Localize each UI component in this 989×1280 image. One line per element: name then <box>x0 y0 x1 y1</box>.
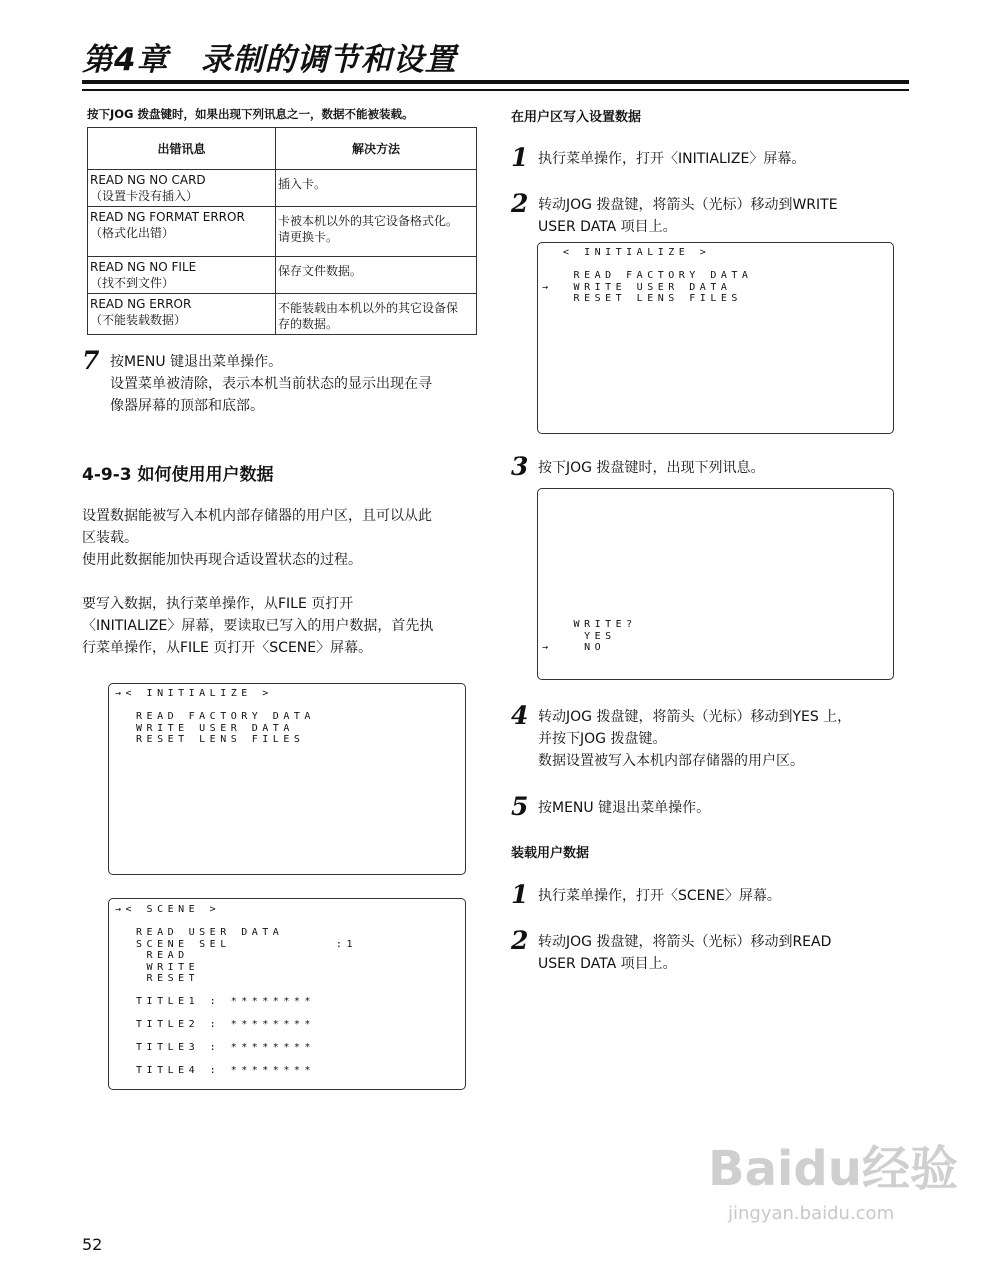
table-header: 解决方法 <box>276 128 477 170</box>
table-row <box>88 207 477 257</box>
table-header-row <box>88 128 477 170</box>
step-number: 2 <box>511 926 529 955</box>
step-text: 转动JOG 拨盘键，将箭头（光标）移动到YES 上， 并按下JOG 拨盘键。 数据设置被写入本机内部存储器的用户区。 <box>538 709 852 769</box>
chapter-title: 第4章 录制的调节和设置 <box>82 42 457 78</box>
solution-cell: 插入卡。 <box>276 170 477 207</box>
step-number: 7 <box>82 346 100 375</box>
solution-cell: 卡被本机以外的其它设备格式化。 请更换卡。 <box>276 207 477 257</box>
baidu-watermark-logo: Baidu经验 <box>708 1141 958 1197</box>
step-number: 4 <box>511 701 529 730</box>
page-number: 52 <box>82 1235 103 1254</box>
error-message: READ NG FORMAT ERROR <box>90 210 245 224</box>
screen-text: →< INITIALIZE > READ FACTORY DATA WRITE USER DATA RESET LENS FILES <box>115 688 315 745</box>
baidu-watermark-url: jingyan.baidu.com <box>728 1203 895 1224</box>
table-row <box>88 170 477 207</box>
write-confirm-screen <box>537 488 894 680</box>
title-rule-thin <box>82 89 909 91</box>
subheading-load: 装载用户数据 <box>511 846 590 861</box>
error-message: READ NG ERROR <box>90 297 192 311</box>
error-message-cell <box>88 257 276 294</box>
screen-text: WRITE? YES → NO <box>542 619 637 653</box>
step-number: 1 <box>511 143 529 172</box>
error-message-cell <box>88 170 276 207</box>
step-text: 转动JOG 拨盘键，将箭头（光标）移动到WRITE USER DATA 项目上。 <box>538 197 838 235</box>
solution-cell: 保存文件数据。 <box>276 257 477 294</box>
error-message-cell <box>88 207 276 257</box>
error-message-note: （设置卡没有插入） <box>90 189 199 203</box>
error-message-note: （格式化出错） <box>90 226 175 240</box>
step-text: 按MENU 键退出菜单操作。 <box>538 800 711 816</box>
error-message: READ NG NO CARD <box>90 173 206 187</box>
screen-text: →< SCENE > READ USER DATA SCENE SEL :1 READ WRITE RESET TITLE1 : ******** TITLE2 : ******** TITLE3 : ******** TITLE4 : ******** <box>115 904 357 1076</box>
initialize-screen-right <box>537 242 894 434</box>
step-number: 3 <box>511 452 529 481</box>
title-rule-thick <box>82 80 909 84</box>
table-row <box>88 294 477 335</box>
error-message-note: （找不到文件） <box>90 276 175 290</box>
step-number: 5 <box>511 792 529 821</box>
error-table <box>87 127 477 335</box>
error-message-note: （不能装载数据） <box>90 313 187 327</box>
initialize-screen-left <box>108 683 466 875</box>
table-header: 出错讯息 <box>88 128 276 170</box>
error-message-cell <box>88 294 276 335</box>
subheading-write: 在用户区写入设置数据 <box>511 110 642 125</box>
step-text: 执行菜单操作，打开〈SCENE〉屏幕。 <box>538 888 781 904</box>
lead-text: 按下JOG 拨盘键时，如果出现下列讯息之一，数据不能被装载。 <box>87 107 414 121</box>
step-text: 执行菜单操作，打开〈INITIALIZE〉屏幕。 <box>538 151 806 167</box>
section-heading: 4-9-3 如何使用用户数据 <box>82 465 274 485</box>
step-text: 按MENU 键退出菜单操作。 设置菜单被清除，表示本机当前状态的显示出现在寻 像器屏幕的顶部和底部。 <box>110 354 432 414</box>
step-text: 转动JOG 拨盘键，将箭头（光标）移动到READ USER DATA 项目上。 <box>538 934 832 972</box>
solution-cell: 不能装载由本机以外的其它设备保 存的数据。 <box>276 294 477 335</box>
error-message: READ NG NO FILE <box>90 260 197 274</box>
scene-screen <box>108 898 466 1090</box>
screen-text: < INITIALIZE > READ FACTORY DATA → WRITE USER DATA RESET LENS FILES <box>542 247 753 304</box>
step-text: 按下JOG 拨盘键时，出现下列讯息。 <box>538 460 765 476</box>
table-row <box>88 257 477 294</box>
paragraph: 要写入数据，执行菜单操作，从FILE 页打开 〈INITIALIZE〉屏幕，要读取已写入的用户数据，首先执 行菜单操作，从FILE 页打开〈SCENE〉屏幕。 <box>82 596 434 656</box>
step-number: 1 <box>511 880 529 909</box>
paragraph: 设置数据能被写入本机内部存储器的用户区，且可以从此 区装载。 使用此数据能加快再现合适设置状态的过程。 <box>82 508 432 568</box>
step-number: 2 <box>511 189 529 218</box>
